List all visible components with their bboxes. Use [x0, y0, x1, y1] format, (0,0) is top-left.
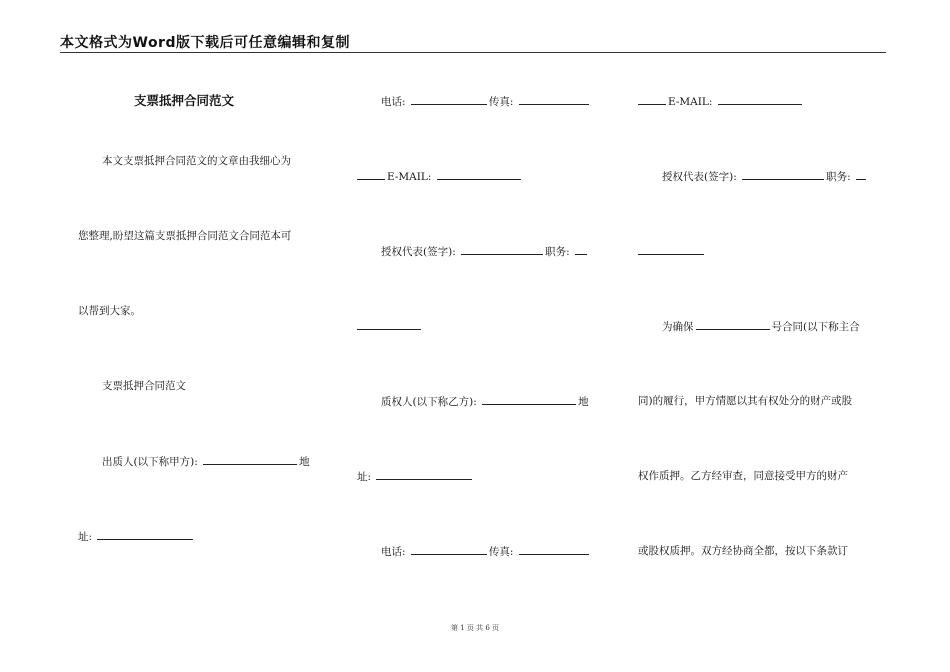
fax-blank — [519, 94, 589, 105]
column-1 — [78, 60, 328, 620]
position-continuation-blank-3 — [638, 244, 704, 255]
guarantee-line-2: 同)的履行，甲方情愿以其有权处分的财产或股 — [638, 395, 853, 407]
pledgee-address-line — [357, 469, 617, 484]
fax-label: 传真: — [488, 96, 514, 108]
document-header-title: 本文格式为Word版下载后可任意编辑和复制 — [60, 35, 350, 51]
pledgee-address-char-1: 地 — [578, 396, 589, 408]
position-label-3: 职务: — [826, 171, 851, 183]
phone-fax-line-2 — [357, 544, 641, 559]
fax-label-2: 传真: — [488, 546, 514, 558]
document-title: 支票抵押合同范文 — [134, 93, 235, 108]
position-blank — [575, 244, 587, 255]
guarantee-start: 为确保 — [662, 321, 694, 333]
phone-label: 电话: — [381, 96, 406, 108]
intro-line-2: 您整理,盼望这篇支票抵押合同范文合同范本可 — [78, 230, 292, 242]
pledgor-address-line — [78, 529, 338, 544]
position-label: 职务: — [545, 246, 570, 258]
pledgee-address-char-2: 址: — [357, 471, 372, 483]
rep-blank — [461, 244, 543, 255]
rep-label: 授权代表(签字): — [381, 246, 456, 258]
email-line — [357, 169, 617, 184]
guarantee-line-3: 权作质押。乙方经审查，同意接受甲方的财产 — [638, 470, 848, 482]
pledgee-address-blank — [376, 469, 472, 480]
phone-blank-2 — [411, 544, 487, 555]
guarantee-line-1 — [638, 319, 922, 334]
email-label: E-MAIL: — [387, 171, 432, 183]
rep-line — [357, 244, 641, 259]
page-footer: 第 1 页 共 6 页 — [450, 624, 500, 632]
address-char-2: 址: — [78, 531, 93, 543]
intro-line-3: 以帮到大家。 — [78, 305, 141, 317]
position-continuation — [357, 319, 617, 334]
rep-blank-3 — [742, 169, 824, 180]
phone-fax-line — [357, 94, 641, 109]
address-char-1: 地 — [299, 456, 310, 468]
header-divider — [60, 52, 886, 53]
position-continuation-3 — [638, 244, 898, 259]
column-2 — [357, 60, 607, 620]
rep-line-3 — [638, 169, 922, 184]
email-blank-3 — [718, 94, 802, 105]
guarantee-line-4: 或股权质押。双方经协商全都，按以下条款订 — [638, 545, 848, 557]
email-label-3: E-MAIL: — [668, 96, 713, 108]
pledgor-line — [78, 454, 362, 469]
email-line-3 — [638, 94, 898, 109]
email-lead-blank — [357, 169, 385, 180]
pledgor-blank — [203, 454, 297, 465]
phone-blank — [411, 94, 487, 105]
email-blank — [437, 169, 521, 180]
email-lead-blank-3 — [638, 94, 666, 105]
contract-number-blank — [696, 319, 770, 330]
pledgee-blank — [482, 394, 576, 405]
intro-line-1: 本文支票抵押合同范文的文章由我细心为 — [102, 155, 291, 167]
position-blank-3 — [856, 169, 866, 180]
pledgee-label: 质权人(以下称乙方): — [381, 396, 477, 408]
subtitle: 支票抵押合同范文 — [102, 380, 186, 392]
pledgor-address-blank — [97, 529, 193, 540]
phone-label-2: 电话: — [381, 546, 406, 558]
guarantee-after-blank: 号合同(以下称主合 — [771, 321, 860, 333]
fax-blank-2 — [519, 544, 589, 555]
pledgee-line — [357, 394, 641, 409]
position-continuation-blank — [357, 319, 421, 330]
column-3 — [638, 60, 888, 620]
pledgor-label: 出质人(以下称甲方): — [102, 456, 198, 468]
rep-label-3: 授权代表(签字): — [662, 171, 737, 183]
